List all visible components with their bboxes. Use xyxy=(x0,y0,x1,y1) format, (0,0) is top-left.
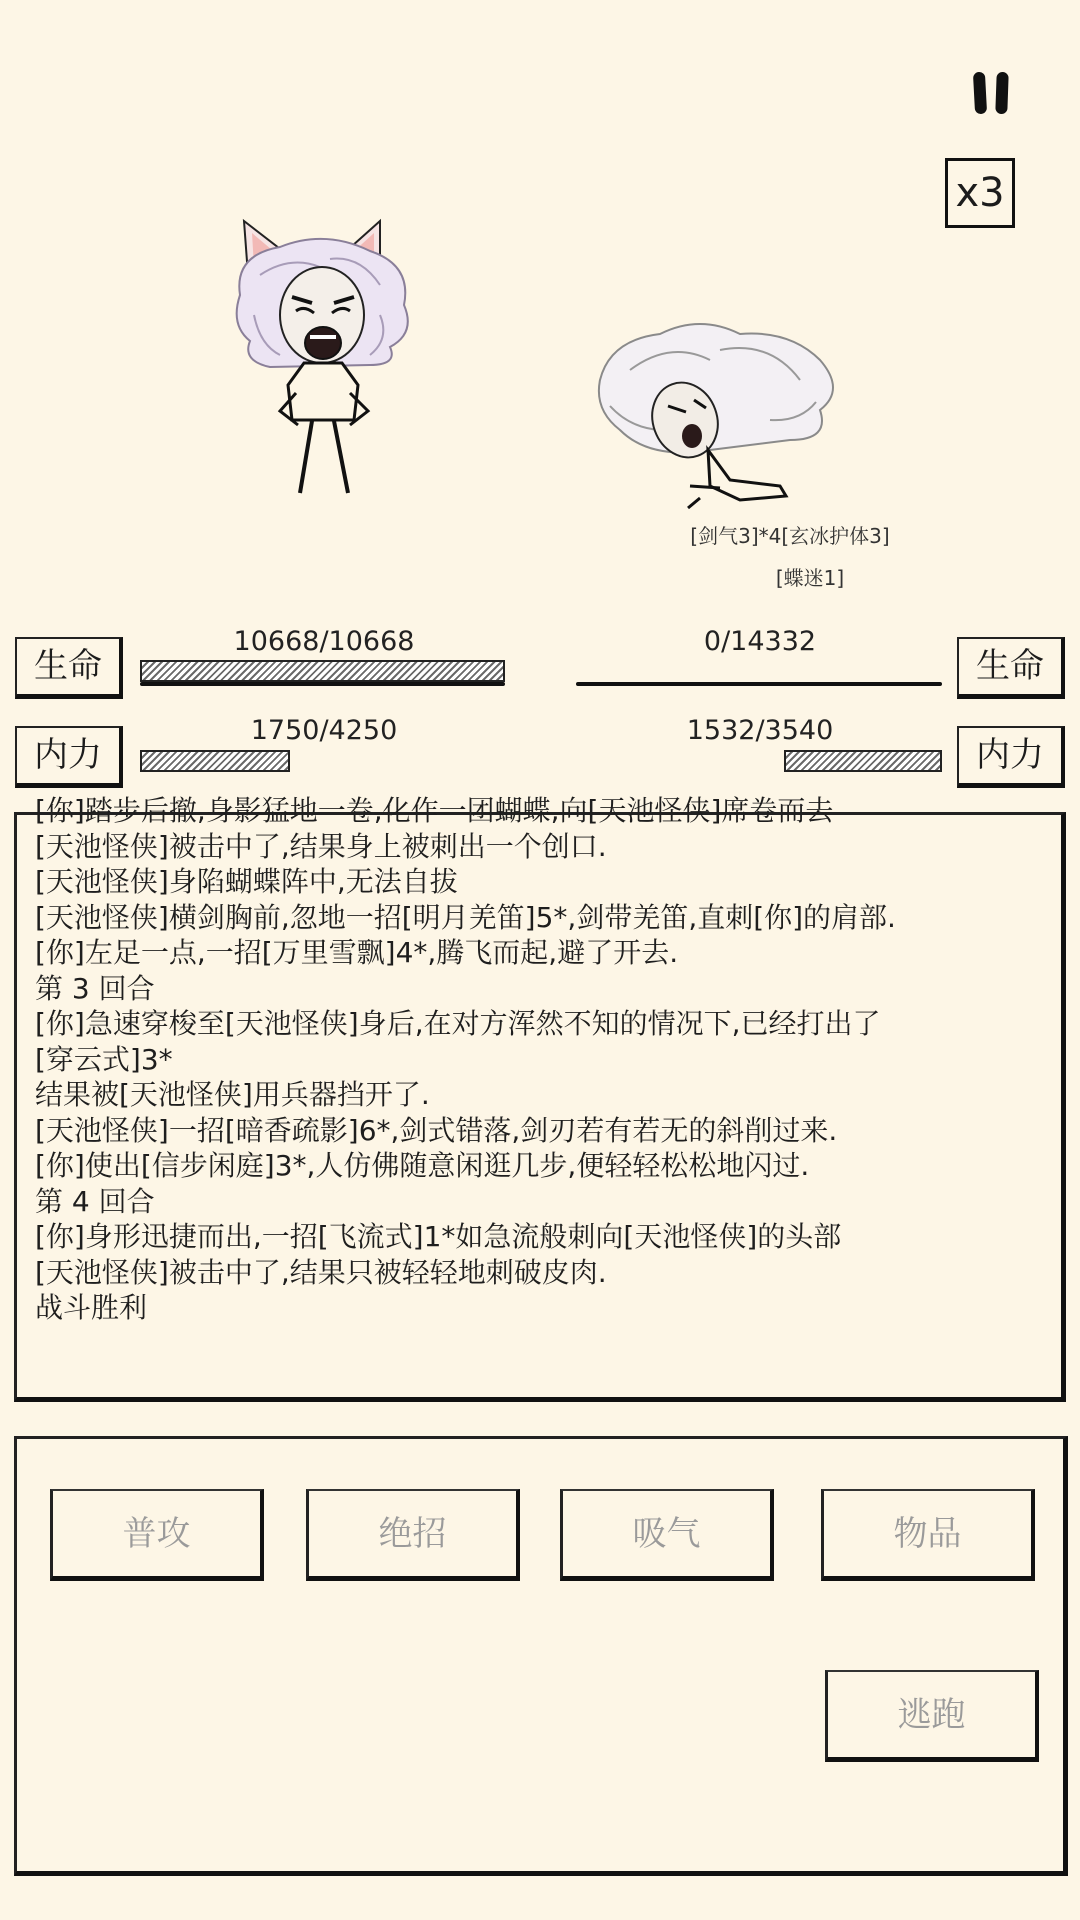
log-line: [你]踏步后撤,身影猛地一卷,化作一团蝴蝶,向[天池怪侠]席卷而去 xyxy=(35,794,834,827)
log-line: 结果被[天池怪侠]用兵器挡开了. xyxy=(35,1078,430,1111)
enemy-mp-bar xyxy=(578,750,942,772)
player-character-sprite xyxy=(230,215,420,505)
player-mp-bar-fill xyxy=(140,750,290,772)
pause-button[interactable] xyxy=(968,70,1014,116)
enemy-status-effects-secondary: [蝶迷1] xyxy=(775,566,845,590)
enemy-mp-label: 内力 xyxy=(957,726,1065,788)
enemy-hp-text: 0/14332 xyxy=(703,626,817,657)
log-line: [穿云式]3* xyxy=(35,1042,173,1076)
player-hp-text: 10668/10668 xyxy=(233,626,415,657)
enemy-mp-bar-fill xyxy=(784,750,942,772)
player-hp-label: 生命 xyxy=(15,637,123,699)
player-hp-bar-base xyxy=(140,682,505,686)
log-line: 战斗胜利 xyxy=(35,1291,148,1324)
breathe-button[interactable]: 吸气 xyxy=(560,1489,774,1581)
pause-icon xyxy=(973,72,987,115)
player-mp-label: 内力 xyxy=(15,726,123,788)
enemy-hp-label: 生命 xyxy=(957,637,1065,699)
enemy-character-sprite xyxy=(590,310,850,510)
log-line: [天池怪侠]被击中了,结果只被轻轻地刺破皮肉. xyxy=(35,1255,607,1289)
log-line: 第 3 回合 xyxy=(35,971,155,1005)
player-mp-text: 1750/4250 xyxy=(250,715,398,746)
log-line: [天池怪侠]身陷蝴蝶阵中,无法自拔 xyxy=(35,865,458,898)
player-mp-bar xyxy=(140,750,505,772)
log-line: [天池怪侠]一招[暗香疏影]6*,剑式错落,剑刃若有若无的斜削过来. xyxy=(35,1113,838,1147)
log-line: [你]急速穿梭至[天池怪侠]身后,在对方浑然不知的情况下,已经打出了 xyxy=(35,1007,881,1040)
log-line: [你]身形迅捷而出,一招[飞流式]1*如急流般刺向[天池怪侠]的头部 xyxy=(35,1220,842,1253)
enemy-mp-text: 1532/3540 xyxy=(686,715,834,746)
speed-toggle-button[interactable]: x3 xyxy=(945,158,1015,228)
flee-button[interactable]: 逃跑 xyxy=(825,1670,1039,1762)
player-hp-bar-fill xyxy=(140,660,505,682)
enemy-status-effects: [剑气3]*4[玄冰护体3] xyxy=(690,524,890,548)
enemy-hp-bar xyxy=(578,660,942,682)
player-hp-bar xyxy=(140,660,505,682)
battle-log[interactable] xyxy=(14,794,1066,1402)
log-line: [你]左足一点,一招[万里雪飘]4*,腾飞而起,避了开去. xyxy=(35,936,679,969)
pause-icon-bar xyxy=(995,72,1008,114)
log-line: [你]使出[信步闲庭]3*,人仿佛随意闲逛几步,便轻轻松松地闪过. xyxy=(35,1149,810,1182)
enemy-hp-bar-base xyxy=(576,682,942,686)
action-panel xyxy=(14,1436,1068,1876)
log-line: [天池怪侠]被击中了,结果身上被刺出一个创口. xyxy=(35,829,607,863)
skill-button[interactable]: 绝招 xyxy=(306,1489,520,1581)
log-line: 第 4 回合 xyxy=(35,1184,155,1218)
battle-log-lines xyxy=(35,793,1043,1326)
attack-button[interactable]: 普攻 xyxy=(50,1489,264,1581)
log-line: [天池怪侠]横剑胸前,忽地一招[明月羌笛]5*,剑带羌笛,直刺[你]的肩部. xyxy=(35,900,896,934)
items-button[interactable]: 物品 xyxy=(821,1489,1035,1581)
